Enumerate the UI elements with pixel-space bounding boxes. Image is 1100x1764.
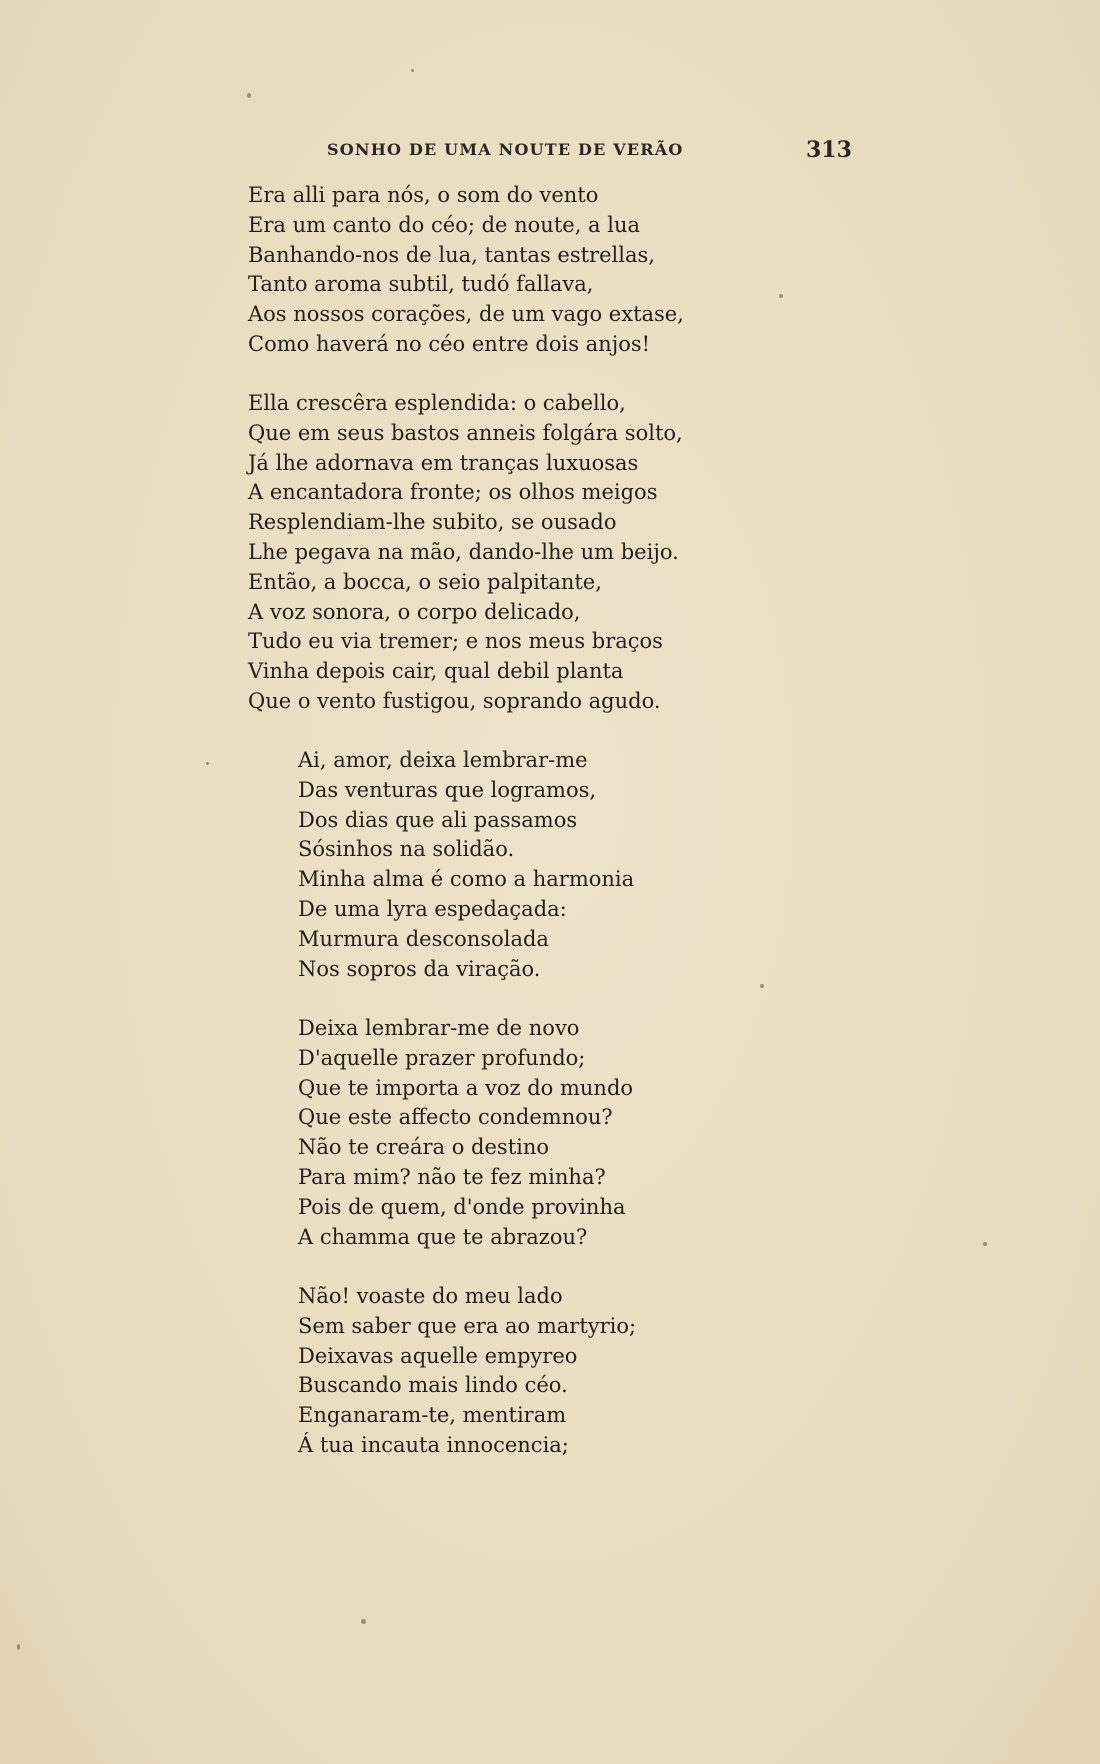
verse-line: Então, a bocca, o seio palpitante, (248, 569, 602, 594)
paper-speck (983, 1242, 987, 1246)
verse-line: Sósinhos na solidão. (298, 837, 515, 862)
paper-speck (206, 762, 209, 765)
verse-line: De uma lyra espedaçada: (298, 896, 567, 921)
verse-line: Á tua incauta innocencia; (298, 1432, 569, 1457)
verse-line: Enganaram-te, mentiram (298, 1403, 567, 1428)
verse-line: Para mim? não te fez minha? (298, 1164, 606, 1189)
verse-line: A voz sonora, o corpo delicado, (248, 599, 581, 624)
verse-line: Já lhe adornava em tranças luxuosas (248, 450, 639, 475)
verse-line: Era alli para nós, o som do vento (248, 183, 599, 207)
running-title: SONHO DE UMA NOUTE DE VERÃO (327, 140, 684, 159)
paper-speck (247, 93, 251, 98)
verse-line: Resplendiam-lhe subito, se ousado (248, 510, 617, 535)
verse-line: Vinha depois cair, qual debil planta (248, 659, 624, 684)
stanza-1 (248, 181, 684, 360)
verse-line: Que este affecto condemnou? (298, 1105, 613, 1130)
stanza-4 (298, 1014, 633, 1252)
verse-line: Sem saber que era ao martyrio; (298, 1313, 637, 1338)
verse-line: Ella crescêra esplendida: o cabello, (248, 391, 626, 415)
verse-line: Lhe pegava na mão, dando-lhe um beijo. (248, 539, 679, 564)
stanza-3 (298, 746, 634, 984)
verse-line: Dos dias que ali passamos (298, 807, 578, 832)
page-number: 313 (806, 137, 852, 163)
verse-line: Aos nossos corações, de um vago extase, (248, 302, 684, 327)
verse-line: Banhando-nos de lua, tantas estrellas, (248, 242, 655, 267)
verse-line: Tudo eu via tremer; e nos meus braços (248, 629, 663, 654)
verse-line: Minha alma é como a harmonia (298, 867, 635, 892)
verse-line: Murmura desconsolada (298, 926, 549, 951)
verse-line: Nos sopros da viração. (298, 956, 541, 981)
verse-line: Deixa lembrar-me de novo (298, 1016, 580, 1040)
verse-line: Deixavas aquelle empyreo (298, 1343, 578, 1368)
paper-speck (17, 1644, 20, 1650)
paper-speck (779, 294, 783, 298)
paper-speck (760, 984, 764, 988)
verse-line: Não te creára o destino (298, 1135, 550, 1160)
stanza-5 (298, 1282, 636, 1461)
verse-line: Buscando mais lindo céo. (298, 1373, 568, 1398)
verse-line: Ai, amor, deixa lembrar-me (298, 748, 588, 772)
verse-line: Era um canto do céo; de noute, a lua (248, 212, 640, 237)
paper-speck (411, 69, 414, 72)
verse-line: Tanto aroma subtil, tudó fallava, (248, 272, 594, 297)
verse-line: Que em seus bastos anneis folgára solto, (248, 420, 683, 445)
stanza-2 (248, 389, 683, 717)
verse-line: Como haverá no céo entre dois anjos! (248, 331, 651, 356)
verse-line: A encantadora fronte; os olhos meigos (248, 480, 658, 505)
verse-line: A chamma que te abrazou? (298, 1224, 588, 1249)
verse-line: Pois de quem, d'onde provinha (298, 1194, 626, 1219)
verse-line: Que te importa a voz do mundo (298, 1075, 634, 1100)
verse-line: D'aquelle prazer profundo; (298, 1045, 586, 1070)
verse-line: Que o vento fustigou, soprando agudo. (248, 688, 661, 713)
verse-line: Das venturas que logramos, (298, 777, 597, 802)
verse-line: Não! voaste do meu lado (298, 1284, 563, 1308)
paper-speck (361, 1619, 366, 1624)
